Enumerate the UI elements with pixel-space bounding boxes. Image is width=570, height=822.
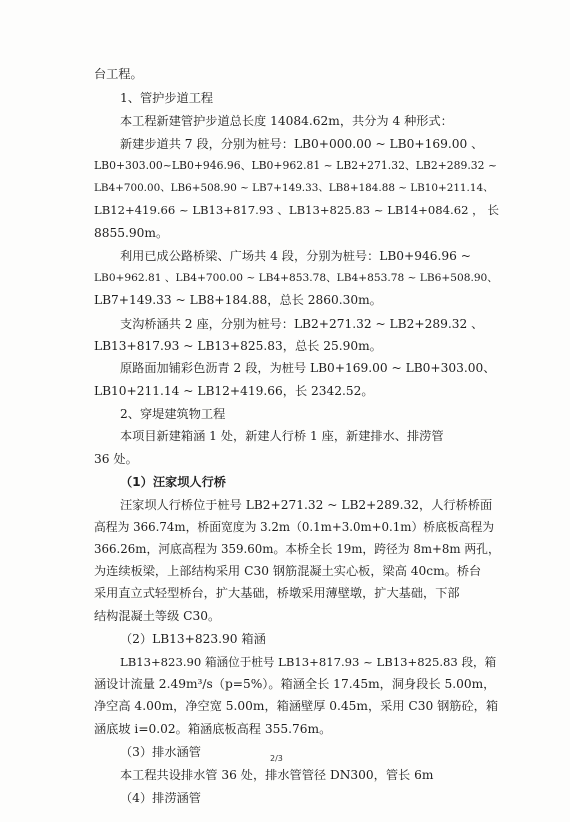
subsection-heading: （4）排涝涵管 [120,791,201,805]
text-line: 8855.90m。 [94,226,169,240]
subsection-heading: （3）排水涵管 [120,745,201,759]
text-line: 支沟桥涵共 2 座，分别为桩号：LB2+271.32 ~ LB2+289.32 、 [120,317,484,331]
text-line: LB7+149.33 ~ LB8+184.88，总长 2860.30m。 [94,293,382,307]
section-heading: 2、穿堤建筑物工程 [120,407,226,421]
text-line: LB0+962.81 、LB4+700.00 ~ LB4+853.78、LB4+853.78 ~ LB6+508.90、 [94,272,498,284]
text-line: 汪家坝人行桥位于桩号 LB2+271.32 ~ LB2+289.32，人行桥桥面 [120,498,493,512]
text-line: LB0+303.00~LB0+946.96、LB0+962.81 ~ LB2+271.32、LB2+289.32 ~ [94,159,498,172]
text-line: 为连续板梁，上部结构采用 C30 钢筋混凝土实心板，梁高 40cm。桥台 [94,564,482,578]
text-line: 新建步道共 7 段，分别为桩号：LB0+000.00 ~ LB0+169.00 、 [120,137,484,151]
text-line: 净空高 4.00m，净空宽 5.00m，箱涵壁厚 0.45m，采用 C30 钢筋砼，箱 [94,699,499,713]
section-heading: 1、管护步道工程 [120,91,214,105]
text-line: 涵设计流量 2.49m³/s（p=5%）。箱涵全长 17.45m，洞身段长 5.00m， [94,677,496,691]
text-line: 原路面加铺彩色沥青 2 段，为桩号 LB0+169.00 ~ LB0+303.00、 [120,361,496,375]
subsection-heading: （1）汪家坝人行桥 [120,475,226,489]
text-line: 本项目新建箱涵 1 处，新建人行桥 1 座，新建排水、排涝管 [120,429,444,443]
text-line: LB4+700.00、LB6+508.90 ~ LB7+149.33、LB8+184.88 ~ LB10+211.14、 [94,182,494,194]
text-line: 366.26m，河底高程为 359.60m。本桥全长 19m，跨径为 8m+8m 两孔， [94,542,500,556]
text-line: LB10+211.14 ~ LB12+419.66，长 2342.52。 [94,384,374,398]
text-line: 采用直立式轻型桥台，扩大基础，桥墩采用薄壁墩，扩大基础，下部 [94,586,460,600]
text-line: 高程为 366.74m，桥面宽度为 3.2m（0.1m+3.0m+0.1m）桥底板高程为 [94,520,495,534]
subsection-heading: （2）LB13+823.90 箱涵 [120,632,266,646]
text-line: 结构混凝土等级 C30。 [94,609,221,623]
text-line: 本工程新建管护步道总长度 14084.62m，共分为 4 种形式： [120,114,453,128]
text-line: LB13+817.93 ~ LB13+825.83，总长 25.90m。 [94,339,382,353]
text-line: 36 处。 [94,452,138,466]
text-line: 本工程共设排水管 36 处，排水管管径 DN300，管长 6m [120,768,434,782]
text-line: LB13+823.90 箱涵位于桩号 LB13+817.93 ~ LB13+825.83 段，箱 [120,655,497,669]
text-line: 利用已成公路桥梁、广场共 4 段，分别为桩号：LB0+946.96 ~ [120,249,471,263]
page-number: 2/3 [270,754,283,763]
text-line: 涵底坡 i=0.02。箱涵底板高程 355.76m。 [94,722,332,736]
text-line: 台工程。 [94,67,143,81]
text-line: LB12+419.66 ~ LB13+817.93 、LB13+825.83 ~ LB14+084.62 ， 长 [94,203,500,217]
